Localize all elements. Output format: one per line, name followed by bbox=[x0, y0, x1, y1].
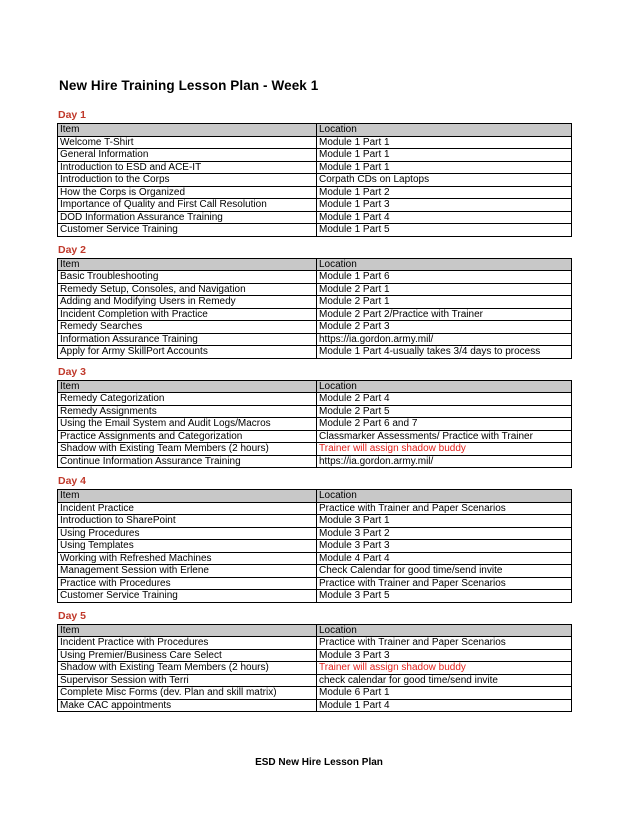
location-cell: Module 1 Part 5 bbox=[317, 224, 572, 237]
item-cell: Working with Refreshed Machines bbox=[58, 552, 317, 565]
table-row bbox=[58, 418, 572, 431]
item-cell: Customer Service Training bbox=[58, 590, 317, 603]
location-cell: Module 1 Part 3 bbox=[317, 199, 572, 212]
day-section bbox=[57, 475, 571, 603]
item-cell: Practice Assignments and Categorization bbox=[58, 430, 317, 443]
column-header-location: Location bbox=[317, 624, 572, 637]
location-cell: Practice with Trainer and Paper Scenarios bbox=[317, 637, 572, 650]
table-row bbox=[58, 321, 572, 334]
item-cell: Incident Practice with Procedures bbox=[58, 637, 317, 650]
item-cell: Introduction to ESD and ACE-IT bbox=[58, 161, 317, 174]
location-cell: Module 3 Part 5 bbox=[317, 590, 572, 603]
day-table bbox=[57, 624, 572, 713]
column-header-location: Location bbox=[317, 124, 572, 137]
location-cell: Module 3 Part 1 bbox=[317, 515, 572, 528]
table-row bbox=[58, 430, 572, 443]
table-row bbox=[58, 515, 572, 528]
location-cell: check calendar for good time/send invite bbox=[317, 674, 572, 687]
table-row bbox=[58, 271, 572, 284]
table-row bbox=[58, 308, 572, 321]
location-cell: Check Calendar for good time/send invite bbox=[317, 565, 572, 578]
table-row bbox=[58, 283, 572, 296]
location-cell: Module 1 Part 6 bbox=[317, 271, 572, 284]
table-row bbox=[58, 540, 572, 553]
location-cell: Classmarker Assessments/ Practice with Trainer bbox=[317, 430, 572, 443]
day-heading: Day 3 bbox=[58, 365, 87, 378]
item-cell: Introduction to SharePoint bbox=[58, 515, 317, 528]
document-title: New Hire Training Lesson Plan - Week 1 bbox=[59, 78, 319, 93]
day-section bbox=[57, 610, 571, 713]
location-cell: Module 1 Part 1 bbox=[317, 136, 572, 149]
location-cell: Corpath CDs on Laptops bbox=[317, 174, 572, 187]
day-section bbox=[57, 244, 571, 359]
location-cell: Module 1 Part 1 bbox=[317, 161, 572, 174]
table-row bbox=[58, 161, 572, 174]
table-row bbox=[58, 565, 572, 578]
table-row bbox=[58, 443, 572, 456]
table-row bbox=[58, 699, 572, 712]
location-cell: Module 1 Part 1 bbox=[317, 149, 572, 162]
item-cell: Basic Troubleshooting bbox=[58, 271, 317, 284]
day-table bbox=[57, 489, 572, 603]
item-cell: Information Assurance Training bbox=[58, 333, 317, 346]
table-row bbox=[58, 199, 572, 212]
item-cell: Using Premier/Business Care Select bbox=[58, 649, 317, 662]
table-row bbox=[58, 296, 572, 309]
table-row bbox=[58, 502, 572, 515]
table-header-row bbox=[58, 124, 572, 137]
table-header-row bbox=[58, 380, 572, 393]
day-heading: Day 5 bbox=[58, 609, 87, 622]
location-cell: Module 1 Part 4 bbox=[317, 211, 572, 224]
item-cell: Shadow with Existing Team Members (2 hours) bbox=[58, 443, 317, 456]
item-cell: Management Session with Erlene bbox=[58, 565, 317, 578]
item-cell: Adding and Modifying Users in Remedy bbox=[58, 296, 317, 309]
item-cell: Introduction to the Corps bbox=[58, 174, 317, 187]
location-cell: Module 2 Part 4 bbox=[317, 393, 572, 406]
table-row bbox=[58, 393, 572, 406]
item-cell: Make CAC appointments bbox=[58, 699, 317, 712]
location-cell: Trainer will assign shadow buddy bbox=[317, 662, 572, 675]
item-cell: Supervisor Session with Terri bbox=[58, 674, 317, 687]
column-header-location: Location bbox=[317, 258, 572, 271]
day-table bbox=[57, 123, 572, 237]
item-cell: Remedy Assignments bbox=[58, 405, 317, 418]
item-cell: Shadow with Existing Team Members (2 hours) bbox=[58, 662, 317, 675]
item-cell: Using Procedures bbox=[58, 527, 317, 540]
item-cell: Customer Service Training bbox=[58, 224, 317, 237]
location-cell: Module 1 Part 4 bbox=[317, 699, 572, 712]
location-cell: Module 2 Part 6 and 7 bbox=[317, 418, 572, 431]
table-row bbox=[58, 405, 572, 418]
table-row bbox=[58, 455, 572, 468]
column-header-location: Location bbox=[317, 380, 572, 393]
table-row bbox=[58, 224, 572, 237]
column-header-location: Location bbox=[317, 490, 572, 503]
item-cell: Remedy Categorization bbox=[58, 393, 317, 406]
item-cell: Continue Information Assurance Training bbox=[58, 455, 317, 468]
item-cell: DOD Information Assurance Training bbox=[58, 211, 317, 224]
location-cell: Module 2 Part 1 bbox=[317, 296, 572, 309]
table-row bbox=[58, 577, 572, 590]
table-row bbox=[58, 333, 572, 346]
table-row bbox=[58, 346, 572, 359]
location-cell: https://ia.gordon.army.mil/ bbox=[317, 333, 572, 346]
item-cell: General Information bbox=[58, 149, 317, 162]
item-cell: Remedy Setup, Consoles, and Navigation bbox=[58, 283, 317, 296]
day-section bbox=[57, 109, 571, 237]
location-cell: Module 2 Part 2/Practice with Trainer bbox=[317, 308, 572, 321]
item-cell: Using the Email System and Audit Logs/Macros bbox=[58, 418, 317, 431]
item-cell: Complete Misc Forms (dev. Plan and skill matrix) bbox=[58, 687, 317, 700]
table-row bbox=[58, 136, 572, 149]
column-header-item: Item bbox=[58, 490, 317, 503]
document-page bbox=[57, 78, 571, 719]
days-container bbox=[57, 109, 571, 712]
column-header-item: Item bbox=[58, 624, 317, 637]
day-heading: Day 4 bbox=[58, 475, 87, 487]
day-table bbox=[57, 380, 572, 469]
table-header-row bbox=[58, 490, 572, 503]
day-table bbox=[57, 258, 572, 359]
column-header-item: Item bbox=[58, 380, 317, 393]
location-cell: Practice with Trainer and Paper Scenarios bbox=[317, 577, 572, 590]
location-cell: Trainer will assign shadow buddy bbox=[317, 443, 572, 456]
location-cell: Module 1 Part 4-usually takes 3/4 days to process bbox=[317, 346, 572, 359]
location-cell: Module 2 Part 5 bbox=[317, 405, 572, 418]
location-cell: Practice with Trainer and Paper Scenarios bbox=[317, 502, 572, 515]
item-cell: Remedy Searches bbox=[58, 321, 317, 334]
page-footer: ESD New Hire Lesson Plan bbox=[255, 757, 383, 768]
location-cell: Module 3 Part 3 bbox=[317, 649, 572, 662]
location-cell: Module 2 Part 3 bbox=[317, 321, 572, 334]
table-row bbox=[58, 674, 572, 687]
item-cell: Using Templates bbox=[58, 540, 317, 553]
item-cell: Incident Completion with Practice bbox=[58, 308, 317, 321]
item-cell: Welcome T-Shirt bbox=[58, 136, 317, 149]
table-row bbox=[58, 174, 572, 187]
location-cell: Module 4 Part 4 bbox=[317, 552, 572, 565]
table-row bbox=[58, 687, 572, 700]
table-header-row bbox=[58, 258, 572, 271]
column-header-item: Item bbox=[58, 258, 317, 271]
item-cell: How the Corps is Organized bbox=[58, 186, 317, 199]
table-row bbox=[58, 590, 572, 603]
table-row bbox=[58, 662, 572, 675]
day-heading: Day 1 bbox=[58, 109, 87, 121]
item-cell: Importance of Quality and First Call Resolution bbox=[58, 199, 317, 212]
item-cell: Apply for Army SkillPort Accounts bbox=[58, 346, 317, 359]
day-section bbox=[57, 366, 571, 469]
table-row bbox=[58, 649, 572, 662]
item-cell: Practice with Procedures bbox=[58, 577, 317, 590]
item-cell: Incident Practice bbox=[58, 502, 317, 515]
table-header-row bbox=[58, 624, 572, 637]
location-cell: https://ia.gordon.army.mil/ bbox=[317, 455, 572, 468]
location-cell: Module 2 Part 1 bbox=[317, 283, 572, 296]
table-row bbox=[58, 637, 572, 650]
table-row bbox=[58, 552, 572, 565]
location-cell: Module 3 Part 2 bbox=[317, 527, 572, 540]
table-row bbox=[58, 149, 572, 162]
table-row bbox=[58, 186, 572, 199]
location-cell: Module 3 Part 3 bbox=[317, 540, 572, 553]
location-cell: Module 6 Part 1 bbox=[317, 687, 572, 700]
column-header-item: Item bbox=[58, 124, 317, 137]
table-row bbox=[58, 211, 572, 224]
day-heading: Day 2 bbox=[58, 243, 87, 256]
table-row bbox=[58, 527, 572, 540]
location-cell: Module 1 Part 2 bbox=[317, 186, 572, 199]
